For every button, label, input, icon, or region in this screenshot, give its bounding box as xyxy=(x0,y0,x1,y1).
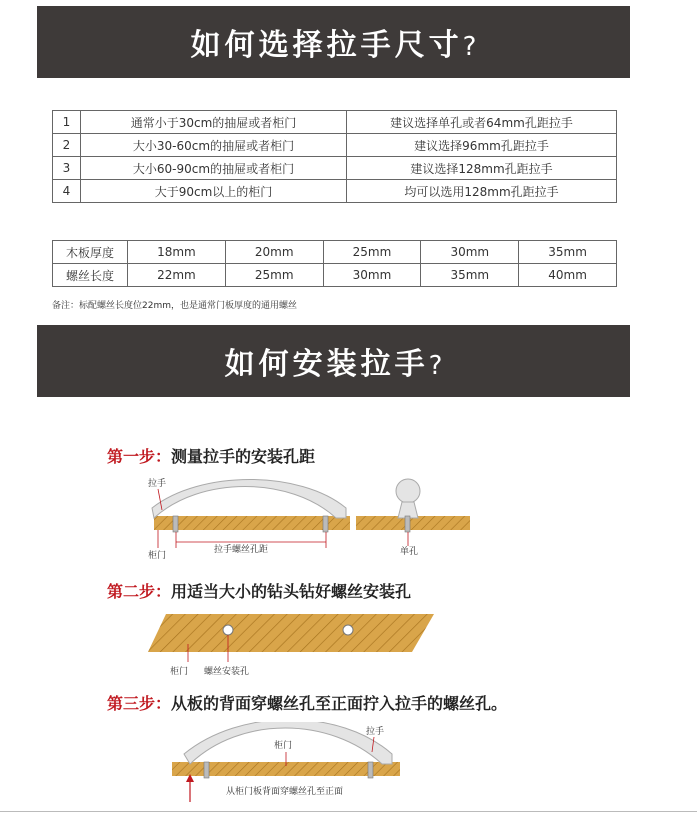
row-number: 2 xyxy=(53,134,81,157)
screw-icon xyxy=(173,516,178,532)
board-thickness-value: 25mm xyxy=(323,241,421,264)
table-row xyxy=(53,241,617,264)
table-row xyxy=(53,180,617,203)
board-thickness-value: 30mm xyxy=(421,241,519,264)
board-thickness-value: 18mm xyxy=(128,241,226,264)
screw-icon xyxy=(405,516,410,532)
step-2-diagram xyxy=(140,608,440,680)
screw-icon xyxy=(204,762,209,778)
screw-length-value: 35mm xyxy=(421,264,519,287)
label-from-back: 从柜门板背面穿螺丝孔至正面 xyxy=(226,787,344,797)
row-description: 通常小于30cm的抽屉或者柜门 xyxy=(81,111,347,134)
board-thickness-value: 20mm xyxy=(225,241,323,264)
handle-arch xyxy=(152,480,346,519)
label-single-hole: 单孔 xyxy=(400,547,419,557)
cabinet-board xyxy=(154,516,350,530)
cabinet-board xyxy=(148,614,434,652)
table-row xyxy=(53,264,617,287)
step-2-heading: 第二步：用适当大小的钻头钻好螺丝安装孔 xyxy=(107,582,412,601)
knob-icon xyxy=(396,479,420,503)
row-number: 3 xyxy=(53,157,81,180)
step-1-heading: 第一步：测量拉手的安装孔距 xyxy=(107,447,316,466)
row-number: 1 xyxy=(53,111,81,134)
row-advice: 建议选择96mm孔距拉手 xyxy=(347,134,617,157)
screw-hole-icon xyxy=(223,625,233,635)
row-number: 4 xyxy=(53,180,81,203)
step-1-diagram xyxy=(140,474,480,564)
screw-length-value: 25mm xyxy=(225,264,323,287)
table-row xyxy=(53,134,617,157)
row-description: 大小60-90cm的抽屉或者柜门 xyxy=(81,157,347,180)
screw-length-header: 螺丝长度 xyxy=(53,264,128,287)
screw-length-value: 22mm xyxy=(128,264,226,287)
label-distance: 拉手螺丝孔距 xyxy=(214,545,269,555)
board-thickness-value: 35mm xyxy=(519,241,617,264)
screw-length-value: 30mm xyxy=(323,264,421,287)
size-table xyxy=(52,110,617,203)
footnote: 备注：标配螺丝长度位22mm，也是通常门板厚度的通用螺丝 xyxy=(52,301,297,311)
row-advice: 建议选择单孔或者64mm孔距拉手 xyxy=(347,111,617,134)
screw-icon xyxy=(368,762,373,778)
label-door: 柜门 xyxy=(170,667,189,677)
label-handle: 拉手 xyxy=(366,727,385,737)
label-screw-hole: 螺丝安装孔 xyxy=(204,667,250,677)
row-advice: 建议选择128mm孔距拉手 xyxy=(347,157,617,180)
section-banner-size xyxy=(37,6,630,78)
section-title-size: 如何选择拉手尺寸? xyxy=(190,28,477,63)
bottom-divider xyxy=(0,811,697,812)
step-3-diagram xyxy=(160,722,420,804)
row-description: 大于90cm以上的柜门 xyxy=(81,180,347,203)
screw-length-value: 40mm xyxy=(519,264,617,287)
table-row xyxy=(53,157,617,180)
label-door: 柜门 xyxy=(274,741,293,751)
screw-hole-icon xyxy=(343,625,353,635)
board-thickness-header: 木板厚度 xyxy=(53,241,128,264)
label-door: 柜门 xyxy=(148,551,167,561)
row-advice: 均可以选用128mm孔距拉手 xyxy=(347,180,617,203)
label-handle: 拉手 xyxy=(148,479,167,489)
step-3-heading: 第三步：从板的背面穿螺丝孔至正面拧入拉手的螺丝孔。 xyxy=(107,694,508,713)
section-banner-install xyxy=(37,325,630,397)
screw-length-table xyxy=(52,240,617,287)
screw-icon xyxy=(323,516,328,532)
table-row xyxy=(53,111,617,134)
row-description: 大小30-60cm的抽屉或者柜门 xyxy=(81,134,347,157)
section-title-install: 如何安装拉手? xyxy=(224,347,443,382)
